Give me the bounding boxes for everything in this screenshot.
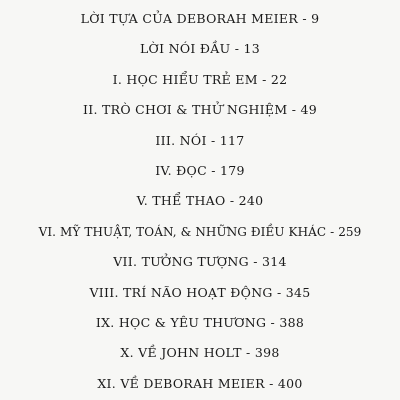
toc-entry-title: II. TRÒ CHƠI & THỬ NGHIỆM: [82, 102, 288, 118]
toc-entry-page: 13: [243, 41, 261, 57]
toc-entry-title: X. VỀ JOHN HOLT: [120, 345, 242, 361]
toc-entry: [0, 4, 400, 34]
toc-separator: -: [206, 162, 221, 178]
toc-entry: [0, 278, 400, 308]
toc-separator: -: [241, 345, 255, 361]
toc-entry-page: 9: [311, 11, 320, 26]
toc-entry-title: VII. TƯỞNG TƯỢNG: [113, 254, 249, 270]
toc-entry: [0, 247, 400, 277]
toc-separator: -: [266, 314, 280, 330]
toc-entry-page: 388: [279, 314, 305, 330]
toc-entry-title: XI. VỀ DEBORAH MEIER: [97, 375, 265, 391]
toc-entry-page: 49: [300, 102, 318, 118]
toc-separator: -: [230, 41, 244, 57]
toc-entry-page: 117: [219, 132, 245, 148]
toc-entry-title: VI. MỸ THUẬT, TOÁN, & NHỮNG ĐIỀU KHÁC: [38, 224, 327, 239]
toc-entry: [0, 308, 400, 338]
toc-entry-title: V. THỂ THAO: [136, 193, 226, 209]
toc-entry-title: LỜI NÓI ĐẦU: [139, 41, 231, 57]
toc-entry: [0, 126, 400, 156]
toc-entry: [0, 34, 400, 64]
toc-entry-title: IX. HỌC & YÊU THƯƠNG: [95, 314, 267, 330]
toc-list: [0, 4, 400, 399]
toc-entry-page: 345: [285, 284, 311, 300]
toc-entry-title: IV. ĐỌC: [155, 162, 207, 178]
toc-entry: [0, 156, 400, 186]
toc-separator: -: [272, 284, 286, 300]
toc-entry: [0, 186, 400, 216]
toc-entry-page: 400: [277, 375, 303, 391]
toc-entry-title: LỜI TỰA CỦA DEBORAH MEIER: [80, 11, 299, 26]
toc-separator: -: [298, 11, 312, 26]
toc-entry: [0, 369, 400, 399]
toc-entry-page: 314: [262, 254, 287, 270]
toc-separator: -: [287, 102, 301, 118]
toc-entry-page: 240: [238, 193, 264, 209]
toc-entry-title: III. NÓI: [155, 132, 207, 148]
toc-separator: -: [248, 254, 263, 270]
toc-entry: [0, 65, 400, 95]
toc-entry-page: 179: [220, 162, 245, 178]
toc-separator: -: [206, 132, 220, 148]
toc-separator: -: [264, 375, 278, 391]
toc-entry: [0, 217, 400, 247]
toc-entry-page: 22: [270, 71, 288, 87]
toc-entry-title: VIII. TRÍ NÃO HOẠT ĐỘNG: [89, 284, 273, 300]
toc-entry: [0, 338, 400, 368]
toc-entry-title: I. HỌC HIỂU TRẺ EM: [112, 71, 258, 87]
toc-separator: -: [225, 193, 239, 209]
toc-separator: -: [326, 224, 339, 239]
toc-entry-page: 398: [254, 345, 280, 361]
toc-separator: -: [257, 71, 271, 87]
toc-entry: [0, 95, 400, 125]
toc-entry-page: 259: [338, 224, 362, 239]
